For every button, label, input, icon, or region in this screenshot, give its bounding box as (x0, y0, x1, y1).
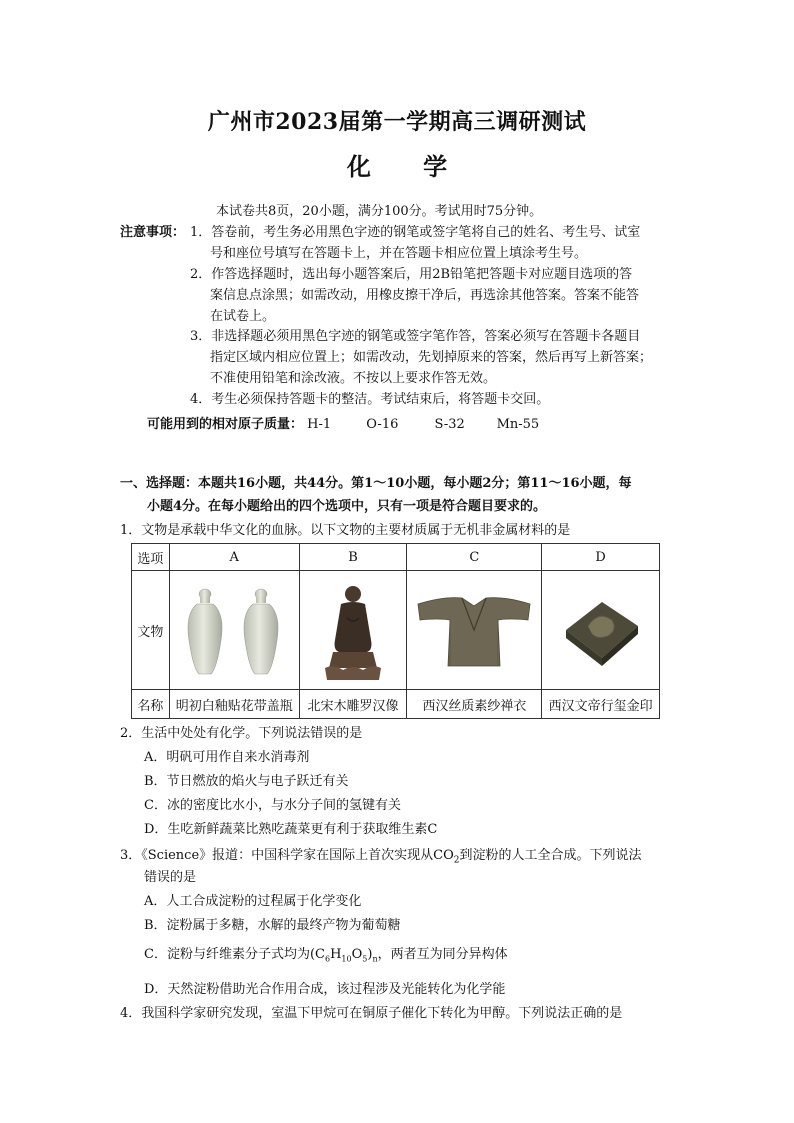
notice-line: 号和座位号填写在答题卡上，并在答题卡相应位置上填涂考生号。 (210, 246, 588, 261)
question-3-option-c (144, 944, 508, 971)
subject-title: 化 学 (346, 152, 470, 181)
atomic-mass-row (147, 414, 539, 435)
question-3-stem (120, 845, 642, 872)
question-2-option-c: C．冰的密度比水小，与水分子间的氢键有关 (144, 798, 401, 813)
notice-label: 注意事项： (120, 225, 186, 240)
notice-line: 答卷前，考生务必用黑色字迹的钢笔或签字笔将自己的姓名、考生号、试室 (211, 225, 641, 240)
atomic-mass: O-16 (366, 417, 399, 432)
question-4-stem: 4．我国科学家研究发现，室温下甲烷可在铜原子催化下转化为甲醇。下列说法正确的是 (120, 1006, 623, 1021)
artifact-table (131, 543, 660, 719)
subscript: 10 (341, 954, 352, 964)
wooden-arhat-statue-picture (313, 578, 393, 682)
silk-robe-picture (414, 590, 534, 670)
notice-line: 作答选择题时，选出每小题答案后，用2B铅笔把答题卡对应题目选项的答 (211, 267, 633, 282)
table-row (132, 544, 660, 571)
stem-text: 到淀粉的人工全合成。下列说法 (459, 848, 642, 863)
notice-item-4 (190, 389, 549, 410)
artifact-name: 北宋木雕罗汉像 (299, 690, 407, 719)
question-2-option-a: A．明矾可用作自来水消毒剂 (144, 750, 310, 765)
row-label: 名称 (132, 690, 170, 719)
question-2-stem: 2．生活中处处有化学。下列说法错误的是 (120, 726, 363, 741)
gold-seal-picture (558, 590, 644, 670)
option-text: C．淀粉与纤维素分子式均为(C (144, 947, 325, 962)
notice-item-number: 1． (190, 225, 212, 240)
subscript: 6 (324, 954, 331, 964)
notice-line: 考生必须保持答题卡的整洁。考试结束后，将答题卡交回。 (211, 392, 550, 407)
question-2-option-d: D．生吃新鲜蔬菜比熟吃蔬菜更有利于获取维生素C (144, 822, 438, 837)
subscript: 5 (362, 954, 368, 964)
notice-item-number: 3． (190, 329, 212, 344)
notice-item-1 (190, 222, 640, 264)
exam-title: 广州市2023届第一学期高三调研测试 (207, 109, 587, 135)
subscript: 2 (453, 855, 460, 866)
notice-line: 在试卷上。 (210, 309, 276, 324)
table-row (132, 571, 660, 690)
option-text: O (351, 947, 363, 962)
question-1-stem: 1．文物是承载中华文化的血脉。以下文物的主要材质属于无机非金属材料的是 (120, 523, 571, 538)
notice-item-number: 4． (190, 392, 212, 407)
artifact-name: 明初白釉贴花带盖瓶 (169, 690, 299, 719)
stem-text: 3．《Science》报道：中国科学家在国际上首次实现从CO (120, 848, 454, 863)
row-label: 选项 (132, 544, 170, 571)
table-row (132, 690, 660, 719)
vase-pair-picture (175, 580, 293, 680)
seal-image (542, 571, 660, 690)
subscript: n (372, 954, 378, 964)
atomic-mass: H-1 (307, 417, 332, 432)
section-header-line: 一、选择题：本题共16小题，共44分。第1～10小题，每小题2分；第11～16小题，每 (120, 476, 632, 491)
notice-line: 不准使用铅笔和涂改液。不按以上要求作答无效。 (210, 371, 497, 386)
vase-image (169, 571, 299, 690)
artifact-name: 西汉丝质素纱禅衣 (407, 690, 542, 719)
notice-item-number: 2． (190, 267, 212, 282)
robe-image (407, 571, 542, 690)
row-label: 文物 (132, 571, 170, 690)
notice-line: 非选择题必须用黑色字迹的钢笔或签字笔作答，答案必须写在答题卡各题目 (211, 329, 641, 344)
option-text: H (330, 947, 342, 962)
option-header: D (542, 544, 660, 571)
atomic-mass: Mn-55 (496, 417, 540, 432)
notice-line: 案信息点涂黑；如需改动，用橡皮擦干净后，再选涂其他答案。答案不能答 (210, 288, 640, 303)
atomic-mass-label: 可能用到的相对原子质量： (147, 417, 304, 432)
exam-summary: 本试卷共8页，20小题，满分100分。考试用时75分钟。 (216, 204, 543, 219)
artifact-name: 西汉文帝行玺金印 (542, 690, 660, 719)
statue-image (299, 571, 407, 690)
question-3-option-a: A．人工合成淀粉的过程属于化学变化 (144, 894, 362, 909)
question-2-option-b: B．节日燃放的焰火与电子跃迁有关 (144, 774, 349, 789)
notice-item-2 (190, 264, 639, 327)
option-header: C (407, 544, 542, 571)
notice-line: 指定区域内相应位置上；如需改动，先划掉原来的答案，然后再写上新答案； (210, 350, 653, 365)
question-3-option-d: D．天然淀粉借助光合作用合成，该过程涉及光能转化为化学能 (144, 982, 506, 997)
section-header-line: 小题4分。在每小题给出的四个选项中，只有一项是符合题目要求的。 (147, 499, 547, 514)
question-3-option-b: B．淀粉属于多糖，水解的最终产物为葡萄糖 (144, 918, 401, 933)
option-text: ) (367, 947, 373, 962)
option-header: A (169, 544, 299, 571)
option-text: ，两者互为同分异构体 (377, 947, 508, 962)
question-3-stem-line2: 错误的是 (144, 870, 197, 885)
option-header: B (299, 544, 407, 571)
atomic-mass: S-32 (434, 417, 465, 432)
notice-item-3 (190, 326, 652, 389)
